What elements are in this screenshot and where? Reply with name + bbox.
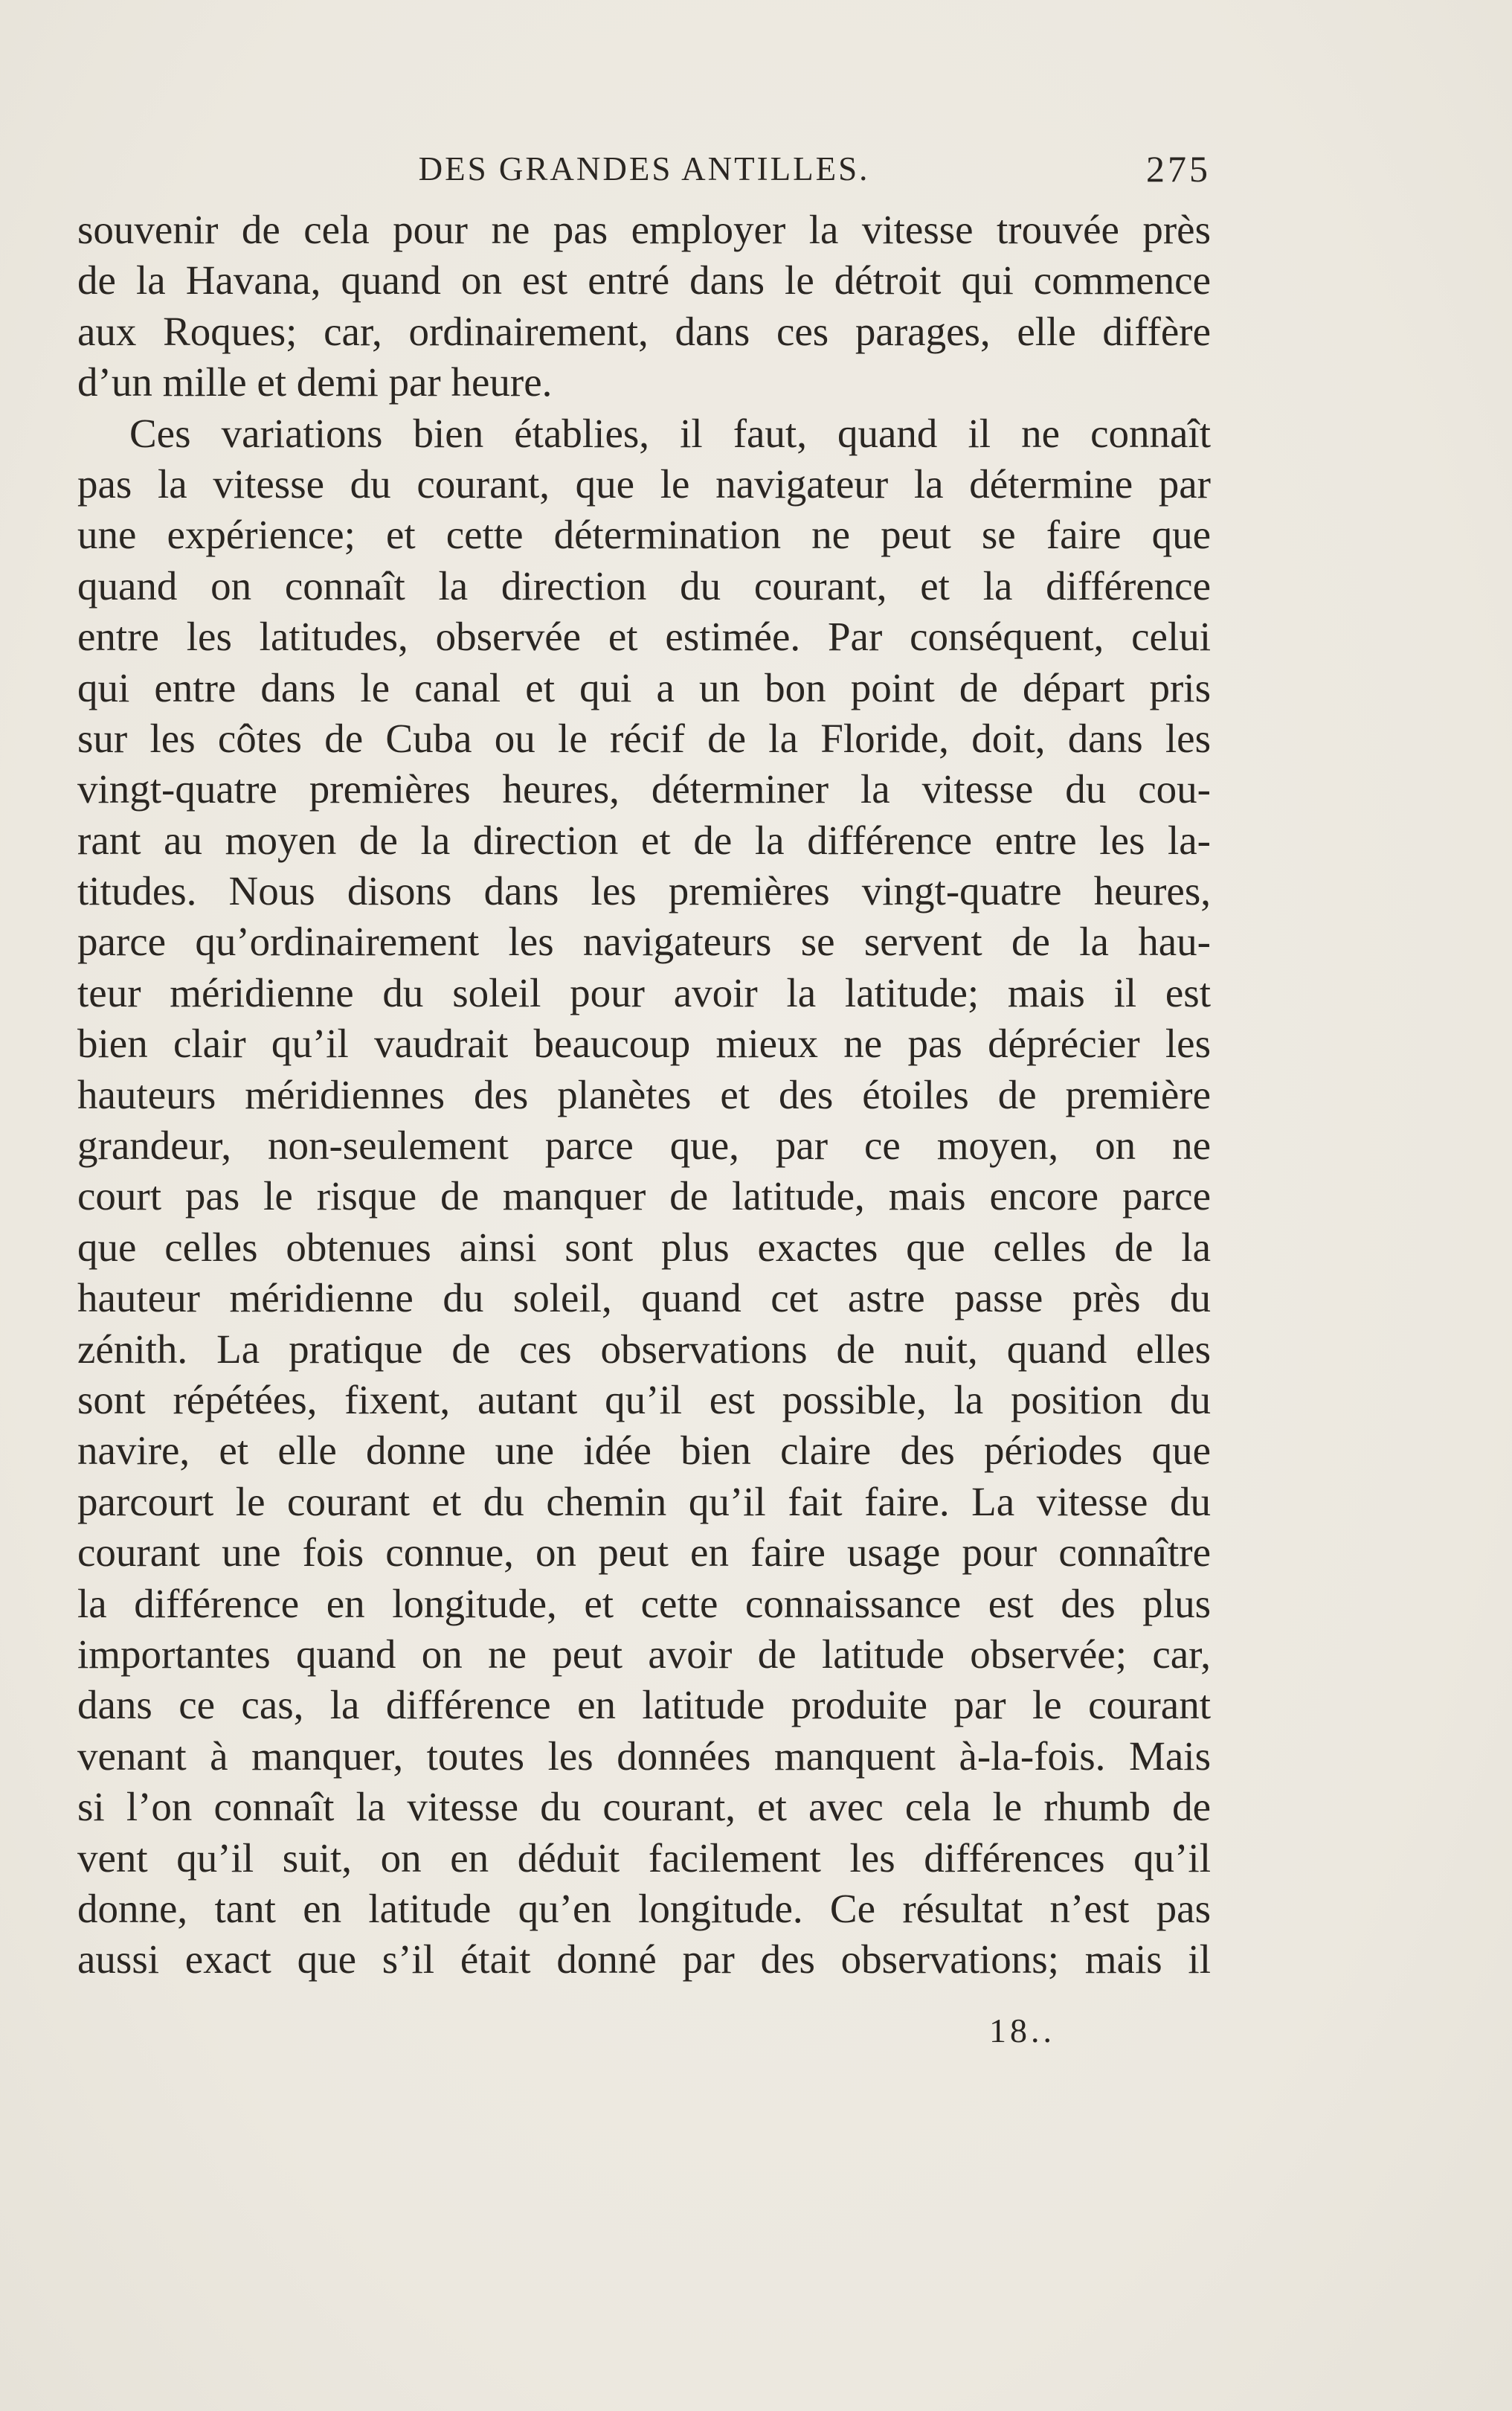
- text-line: d’un mille et demi par heure.: [77, 359, 553, 405]
- text-line: courant une fois connue, on peut en faire usage pour connaître: [77, 1529, 1211, 1576]
- text-line: parce qu’ordinairement les navigateurs se servent de la hau-: [77, 919, 1211, 965]
- text-line: sont répétées, fixent, autant qu’il est possible, la position du: [77, 1376, 1211, 1422]
- text-line: venant à manquer, toutes les données manquent à-la-fois. Mais: [77, 1733, 1211, 1779]
- text-line: rant au moyen de la direction et de la différence entre les la-: [77, 817, 1211, 863]
- text-line: si l’on connaît la vitesse du courant, et avec cela le rhumb de: [77, 1784, 1211, 1830]
- text-line: zénith. La pratique de ces observations de nuit, quand elles: [77, 1326, 1211, 1372]
- body-text: [77, 205, 1211, 1985]
- text-line: que celles obtenues ainsi sont plus exactes que celles de la: [77, 1224, 1211, 1270]
- text-line: une expérience; et cette détermination ne peut se faire que: [77, 512, 1211, 558]
- text-line: hauteurs méridiennes des planètes et des étoiles de première: [77, 1071, 1211, 1117]
- text-line: importantes quand on ne peut avoir de latitude observée; car,: [77, 1631, 1211, 1677]
- text-line: la différence en longitude, et cette connaissance est des plus: [77, 1580, 1211, 1626]
- text-line: titudes. Nous disons dans les premières vingt-quatre heures,: [77, 868, 1211, 914]
- text-line: aussi exact que s’il était donné par des observations; mais il: [77, 1936, 1211, 1983]
- text-line: souvenir de cela pour ne pas employer la vitesse trouvée près: [77, 207, 1211, 252]
- text-line: sur les côtes de Cuba ou le récif de la Floride, doit, dans les: [77, 715, 1211, 761]
- text-line: hauteur méridienne du soleil, quand cet astre passe près du: [77, 1275, 1211, 1321]
- text-line: pas la vitesse du courant, que le navigateur la détermine par: [77, 460, 1211, 507]
- text-line: bien clair qu’il vaudrait beaucoup mieux ne pas déprécier les: [77, 1021, 1211, 1067]
- text-line: vent qu’il suit, on en déduit facilement les différences qu’il: [77, 1834, 1211, 1881]
- text-line: qui entre dans le canal et qui a un bon point de départ pris: [77, 664, 1211, 710]
- text-line: parcourt le courant et du chemin qu’il fait faire. La vitesse du: [77, 1478, 1211, 1524]
- text-line: teur méridienne du soleil pour avoir la latitude; mais il est: [77, 969, 1211, 1015]
- text-line: dans ce cas, la différence en latitude produite par le courant: [77, 1682, 1211, 1728]
- text-line: vingt-quatre premières heures, déterminer la vitesse du cou-: [77, 766, 1211, 812]
- text-line: quand on connaît la direction du courant, et la différence: [77, 562, 1211, 609]
- text-line: aux Roques; car, ordinairement, dans ces parages, elle diffère: [77, 308, 1211, 354]
- page-number: 275: [1146, 148, 1211, 190]
- signature-mark: 18..: [989, 2012, 1055, 2049]
- text-line: navire, et elle donne une idée bien claire des périodes que: [77, 1428, 1211, 1474]
- text-line: donne, tant en latitude qu’en longitude. Ce résultat n’est pas: [77, 1885, 1211, 1931]
- text-line: court pas le risque de manquer de latitude, mais encore parce: [77, 1173, 1211, 1219]
- text-line: grandeur, non-seulement parce que, par ce moyen, on ne: [77, 1123, 1211, 1169]
- text-line: entre les latitudes, observée et estimée. Par conséquent, celui: [77, 614, 1211, 660]
- running-title: DES GRANDES ANTILLES.: [418, 150, 870, 187]
- text-line: Ces variations bien établies, il faut, quand il ne connaît: [129, 410, 1211, 456]
- running-head: [77, 143, 1211, 195]
- text-line: de la Havana, quand on est entré dans le détroit qui commence: [77, 257, 1211, 304]
